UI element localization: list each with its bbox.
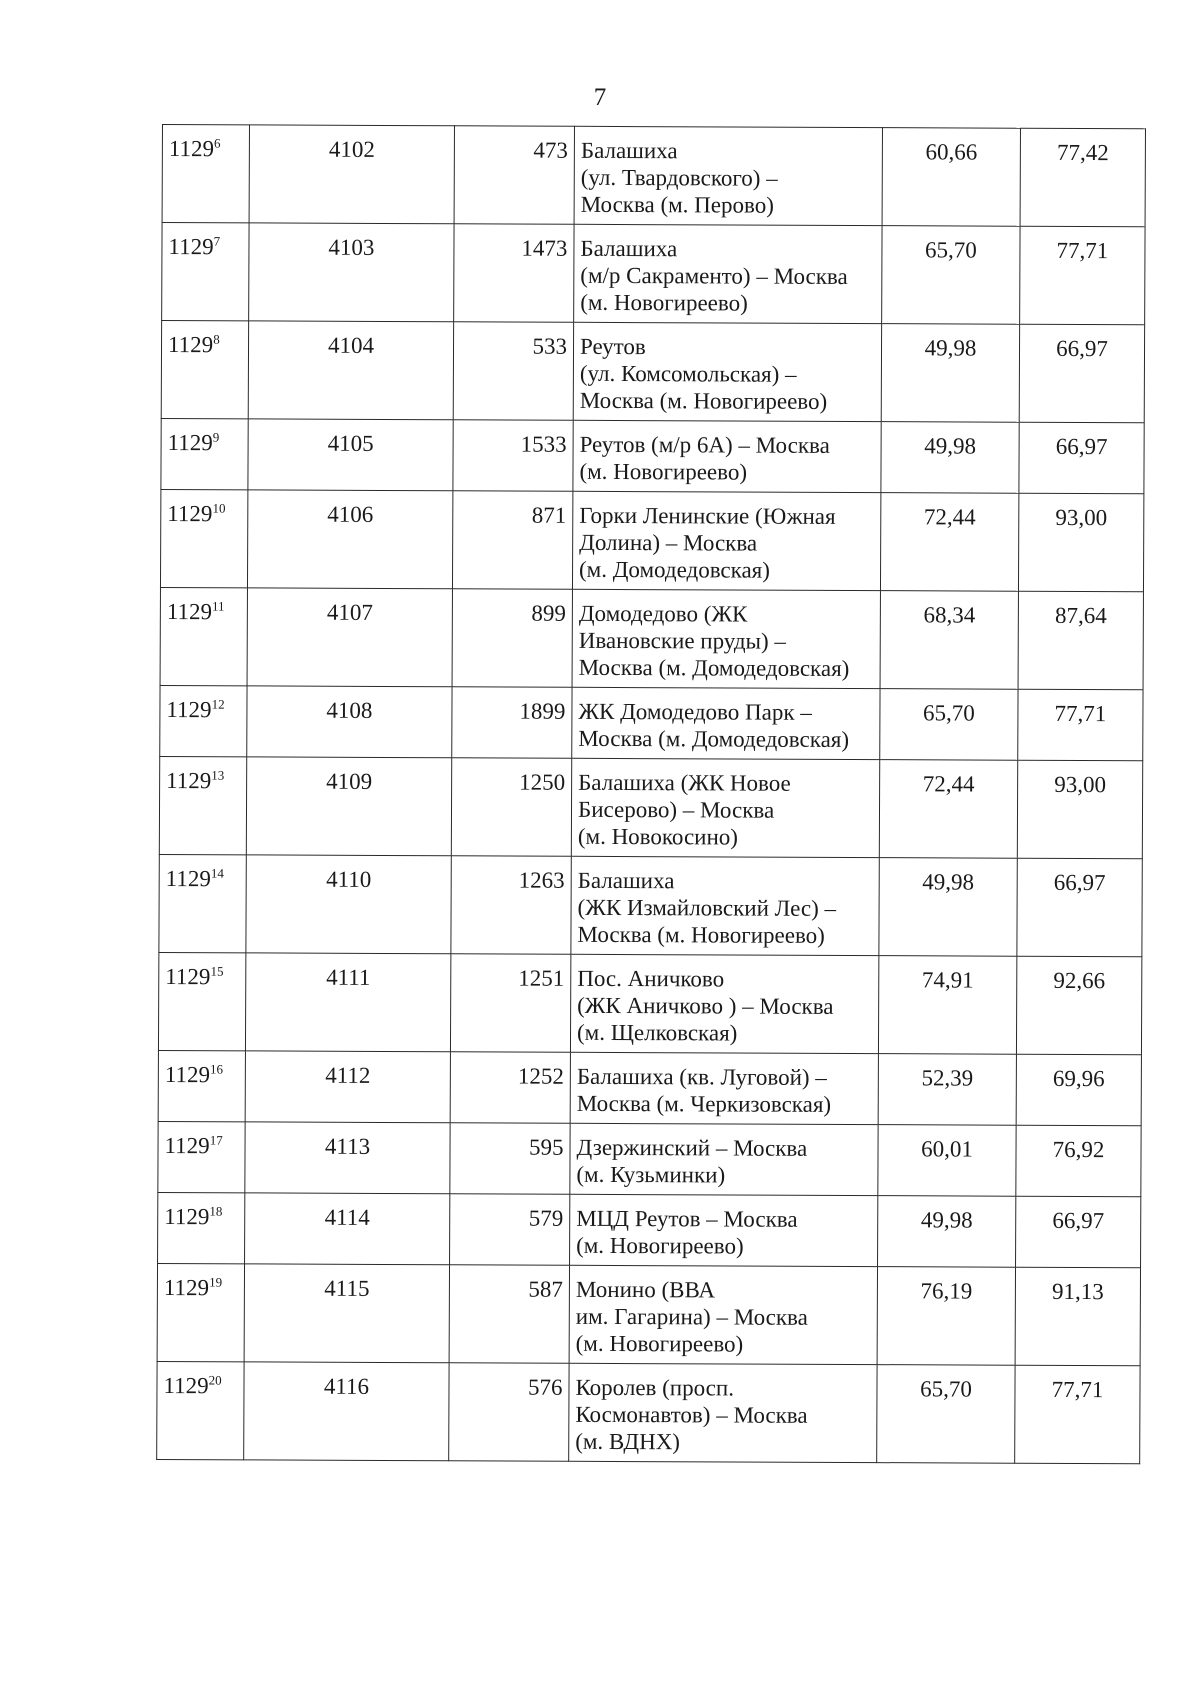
route-name-line: Балашиха xyxy=(580,235,678,262)
table-row xyxy=(161,321,1144,423)
route-name-line: (ЖК Аничково ) – Москва xyxy=(577,992,834,1019)
route-name-cell xyxy=(572,589,880,688)
table-row xyxy=(157,1361,1140,1463)
route-name-cell xyxy=(571,856,879,955)
fare-alt-cell: 93,00 xyxy=(1017,760,1142,859)
route-name-cell xyxy=(574,224,882,323)
route-name-line: (м. Новокосино) xyxy=(577,823,739,850)
row-number: 1129 xyxy=(164,1062,211,1088)
fare-alt-cell: 66,97 xyxy=(1019,422,1144,494)
table-row xyxy=(159,756,1142,858)
registry-number-cell: 533 xyxy=(453,322,573,421)
route-number-cell: 4112 xyxy=(245,1051,450,1123)
row-number: 1129 xyxy=(164,1133,210,1159)
fare-cell: 72,44 xyxy=(879,760,1017,859)
row-number: 1129 xyxy=(166,697,212,723)
route-name-cell xyxy=(573,420,881,492)
fare-alt-cell: 66,97 xyxy=(1017,858,1142,957)
fare-cell: 60,01 xyxy=(878,1125,1016,1197)
row-number-superscript: 19 xyxy=(209,1274,223,1290)
fare-alt-cell: 77,71 xyxy=(1015,1365,1140,1464)
row-number-cell xyxy=(160,489,247,587)
registry-number-cell: 1250 xyxy=(451,758,571,857)
route-number-cell: 4109 xyxy=(246,757,451,856)
fare-cell: 49,98 xyxy=(881,422,1019,494)
route-name-line: Космонавтов) – Москва xyxy=(575,1401,808,1428)
row-number: 1129 xyxy=(163,1275,210,1301)
table-row xyxy=(160,685,1143,760)
row-number-superscript: 12 xyxy=(211,696,225,712)
row-number-cell xyxy=(160,685,247,756)
registry-number-cell: 1473 xyxy=(454,224,574,323)
row-number: 1129 xyxy=(167,501,213,527)
route-name-line: Москва (м. Черкизовская) xyxy=(576,1090,832,1117)
row-number-superscript: 13 xyxy=(211,767,225,783)
fare-cell: 49,98 xyxy=(879,858,1017,957)
table-row xyxy=(158,952,1141,1054)
route-name-line: (м. ВДНХ) xyxy=(575,1428,681,1455)
table-body xyxy=(157,125,1146,1464)
route-name-line: (м. Домодедовская) xyxy=(579,556,770,583)
route-number-cell: 4111 xyxy=(245,953,450,1052)
registry-number-cell: 587 xyxy=(449,1265,569,1364)
route-name-cell xyxy=(573,322,881,421)
registry-number-cell: 899 xyxy=(452,589,572,688)
page-number: 7 xyxy=(593,84,607,111)
row-number-cell xyxy=(157,1263,244,1361)
row-number-cell xyxy=(160,587,247,685)
route-name-line: (м. Новогиреево) xyxy=(579,458,748,485)
table-row xyxy=(162,125,1145,227)
row-number-cell xyxy=(158,1192,245,1263)
fare-alt-cell: 77,71 xyxy=(1018,689,1143,761)
row-number-cell xyxy=(161,418,248,489)
row-number-superscript: 9 xyxy=(212,429,220,445)
row-number: 1129 xyxy=(167,430,213,456)
route-name-cell xyxy=(571,758,879,857)
route-name-line: (м/р Сакраменто) – Москва xyxy=(580,262,848,289)
route-name-line: (ул. Твардовского) – xyxy=(580,164,778,191)
table-row xyxy=(158,1050,1141,1125)
fare-alt-cell: 92,66 xyxy=(1016,956,1141,1055)
row-number-cell xyxy=(158,952,245,1050)
route-number-cell: 4104 xyxy=(248,321,453,420)
route-number-cell: 4106 xyxy=(247,490,452,589)
route-name-line: Балашиха (ЖК Новое xyxy=(578,769,791,796)
route-number-cell: 4102 xyxy=(249,125,454,224)
route-name-line: Балашиха (кв. Луговой) – xyxy=(576,1063,827,1090)
fare-alt-cell: 76,92 xyxy=(1016,1125,1141,1197)
route-name-cell xyxy=(569,1265,877,1364)
route-name-line: Москва (м. Домодедовская) xyxy=(578,654,850,682)
route-name-line: Реутов xyxy=(579,333,646,360)
row-number-superscript: 6 xyxy=(214,135,221,151)
route-name-cell xyxy=(572,687,880,759)
route-name-line: Горки Ленинские (Южная xyxy=(579,502,836,529)
fare-cell: 60,66 xyxy=(882,128,1020,227)
row-number-superscript: 7 xyxy=(213,233,221,249)
row-number-superscript: 8 xyxy=(213,331,220,347)
fare-alt-cell: 69,96 xyxy=(1016,1054,1141,1126)
route-name-line: Москва (м. Перово) xyxy=(580,191,774,218)
registry-number-cell: 576 xyxy=(449,1363,569,1462)
row-number-cell xyxy=(162,125,249,223)
row-number: 1129 xyxy=(167,332,214,358)
row-number-cell xyxy=(158,1050,245,1121)
row-number-superscript: 15 xyxy=(210,963,224,979)
route-number-cell: 4113 xyxy=(245,1122,450,1194)
route-number-cell: 4103 xyxy=(249,223,454,322)
registry-number-cell: 1252 xyxy=(450,1052,570,1124)
table-row xyxy=(157,1263,1140,1365)
fare-cell: 76,19 xyxy=(877,1267,1015,1366)
route-name-line: (м. Новогиреево) xyxy=(580,289,748,316)
registry-number-cell: 871 xyxy=(452,491,572,590)
row-number: 1129 xyxy=(166,768,212,794)
route-name-line: Москва (м. Новогиреево) xyxy=(577,921,825,948)
fare-cell: 49,98 xyxy=(881,324,1019,423)
route-name-line: Бисерово) – Москва xyxy=(577,796,775,823)
fare-alt-cell: 77,71 xyxy=(1020,226,1145,325)
route-name-line: (м. Новогиреево) xyxy=(575,1330,744,1357)
registry-number-cell: 1263 xyxy=(451,856,571,955)
route-name-cell xyxy=(569,1363,877,1462)
registry-number-cell: 1899 xyxy=(452,687,572,759)
route-name-line: Долина) – Москва xyxy=(579,529,758,556)
route-name-line: ЖК Домодедово Парк – xyxy=(578,698,812,725)
row-number: 1129 xyxy=(166,599,213,625)
route-number-cell: 4114 xyxy=(245,1193,450,1265)
route-name-line: им. Гагарина) – Москва xyxy=(575,1303,808,1330)
row-number-cell xyxy=(162,223,249,321)
route-name-line: Москва (м. Новогиреево) xyxy=(579,387,828,414)
row-number-superscript: 16 xyxy=(210,1061,224,1077)
route-name-line: Домодедово (ЖК xyxy=(578,600,748,627)
fare-cell: 65,70 xyxy=(880,689,1018,761)
fare-cell: 49,98 xyxy=(878,1196,1016,1268)
table-row xyxy=(161,418,1144,493)
route-name-cell xyxy=(570,1052,878,1124)
row-number: 1129 xyxy=(165,964,211,990)
fare-alt-cell: 77,42 xyxy=(1020,128,1145,227)
route-name-line: Москва (м. Домодедовская) xyxy=(578,725,850,753)
fare-cell: 68,34 xyxy=(880,591,1018,690)
route-name-line: Балашиха xyxy=(577,867,675,894)
row-number-superscript: 10 xyxy=(212,500,226,516)
row-number-superscript: 14 xyxy=(210,865,224,881)
route-name-cell xyxy=(574,126,882,225)
route-name-line: МЦД Реутов – Москва xyxy=(576,1205,798,1232)
table-row xyxy=(160,587,1143,689)
route-name-line: Реутов (м/р 6А) – Москва xyxy=(579,431,830,458)
fare-alt-cell: 91,13 xyxy=(1015,1267,1140,1366)
fare-cell: 74,91 xyxy=(878,956,1016,1055)
route-name-line: (м. Новогиреево) xyxy=(576,1232,744,1259)
row-number: 1129 xyxy=(164,1204,210,1230)
registry-number-cell: 473 xyxy=(454,126,574,225)
table-row xyxy=(159,854,1142,956)
route-number-cell: 4108 xyxy=(247,686,452,758)
route-name-line: Ивановские пруды) – xyxy=(578,627,786,654)
registry-number-cell: 579 xyxy=(450,1194,570,1266)
fare-cell: 65,70 xyxy=(882,226,1020,325)
row-number-superscript: 17 xyxy=(209,1132,223,1148)
row-number-superscript: 20 xyxy=(208,1372,222,1388)
route-name-line: (ул. Комсомольская) – xyxy=(579,360,797,387)
registry-number-cell: 595 xyxy=(450,1123,570,1195)
row-number-cell xyxy=(157,1361,244,1459)
fare-alt-cell: 66,97 xyxy=(1016,1196,1141,1268)
fare-cell: 72,44 xyxy=(880,493,1018,592)
row-number-cell xyxy=(161,321,248,419)
row-number: 1129 xyxy=(168,136,215,162)
fare-alt-cell: 66,97 xyxy=(1019,324,1144,423)
route-number-cell: 4116 xyxy=(244,1362,449,1461)
route-name-line: Дзержинский – Москва xyxy=(576,1134,808,1161)
route-number-cell: 4110 xyxy=(246,855,451,954)
row-number-superscript: 18 xyxy=(209,1203,223,1219)
fare-alt-cell: 87,64 xyxy=(1018,591,1143,690)
registry-number-cell: 1533 xyxy=(453,420,573,492)
route-name-cell xyxy=(570,1123,878,1195)
row-number-cell xyxy=(158,1121,245,1192)
row-number: 1129 xyxy=(168,234,214,260)
table-row xyxy=(162,223,1145,325)
registry-number-cell: 1251 xyxy=(450,954,570,1053)
route-name-line: (м. Кузьминки) xyxy=(576,1161,726,1188)
route-name-line: (ЖК Измайловский Лес) – xyxy=(577,894,837,921)
row-number-cell xyxy=(159,756,246,854)
route-name-line: Балашиха xyxy=(580,137,678,164)
route-fares-table xyxy=(156,124,1146,1464)
route-number-cell: 4107 xyxy=(247,588,452,687)
route-number-cell: 4105 xyxy=(248,419,453,491)
route-name-line: Пос. Аничково xyxy=(577,965,725,992)
route-name-cell xyxy=(572,491,880,590)
route-name-cell xyxy=(570,1194,878,1266)
row-number-superscript: 11 xyxy=(212,598,225,614)
row-number: 1129 xyxy=(163,1373,209,1399)
row-number-cell xyxy=(159,854,246,952)
table-row xyxy=(158,1192,1141,1267)
fare-cell: 52,39 xyxy=(878,1054,1016,1126)
fare-cell: 65,70 xyxy=(877,1365,1015,1464)
table-row xyxy=(158,1121,1141,1196)
route-name-cell xyxy=(570,954,878,1053)
route-name-line: Королев (просп. xyxy=(575,1374,735,1401)
route-number-cell: 4115 xyxy=(244,1264,449,1363)
fare-alt-cell: 93,00 xyxy=(1018,493,1143,592)
table-row xyxy=(160,489,1143,591)
route-name-line: Монино (ВВА xyxy=(575,1276,716,1303)
row-number: 1129 xyxy=(165,866,211,892)
route-name-line: (м. Щелковская) xyxy=(576,1019,738,1046)
